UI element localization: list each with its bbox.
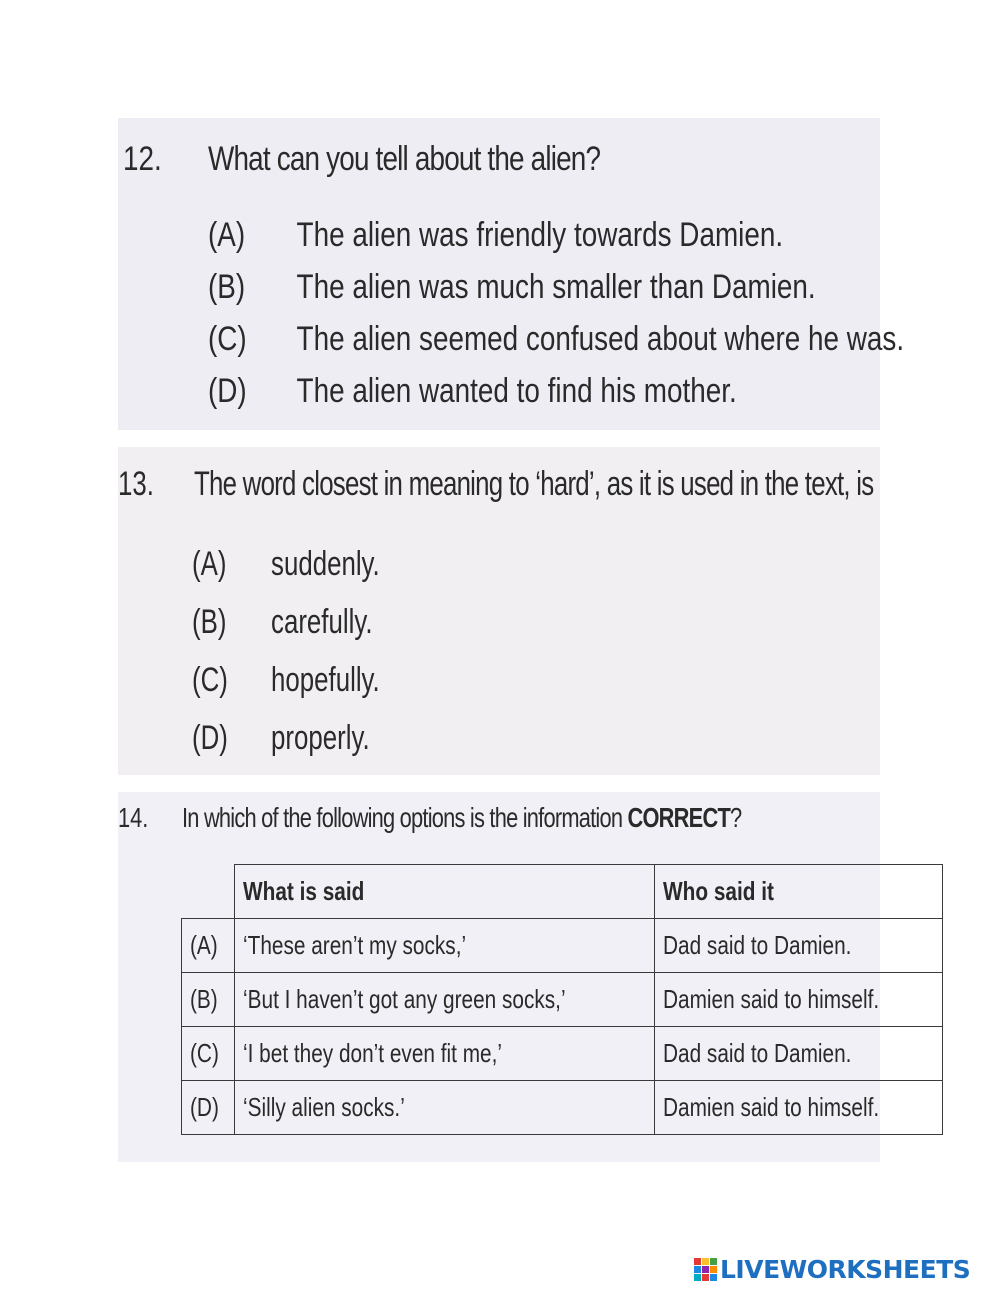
option-label: (D) [192, 719, 228, 757]
stem-text: In which of the following options is the information [182, 802, 628, 833]
row-label: (B) [182, 973, 235, 1027]
column-header-what-is-said: What is said [235, 865, 655, 919]
column-header-who-said-it: Who said it [655, 865, 942, 919]
option-d[interactable] [192, 719, 370, 758]
what-is-said-cell: ‘But I haven’t got any green socks,’ [235, 973, 655, 1027]
who-said-it-cell: Damien said to himself. [655, 973, 942, 1027]
row-label: (C) [182, 1027, 235, 1081]
who-said-it-cell: Damien said to himself. [655, 1081, 942, 1135]
option-label: (C) [192, 661, 228, 699]
question-14-panel [118, 792, 880, 1162]
option-text: The alien wanted to find his mother. [296, 372, 737, 410]
table-row[interactable] [182, 919, 943, 973]
question-number: 12. [123, 140, 162, 178]
option-c[interactable] [208, 320, 904, 359]
option-b[interactable] [208, 268, 816, 307]
liveworksheets-logo [694, 1254, 970, 1284]
option-text: properly. [271, 719, 370, 757]
option-text: The alien was much smaller than Damien. [296, 268, 816, 306]
logo-grid-icon [694, 1258, 717, 1281]
option-a[interactable] [192, 545, 380, 584]
option-label: (C) [208, 320, 247, 358]
table-corner [182, 865, 235, 919]
table-row[interactable] [182, 1027, 943, 1081]
table-row[interactable] [182, 1081, 943, 1135]
question-stem: What can you tell about the alien? [208, 140, 601, 178]
brand-name: LIVEWORKSHEETS [720, 1254, 971, 1284]
who-said-it-cell: Dad said to Damien. [655, 1027, 942, 1081]
question-stem [182, 802, 741, 834]
who-said-it-cell: Dad said to Damien. [655, 919, 942, 973]
option-label: (A) [192, 545, 227, 583]
option-d[interactable] [208, 372, 737, 411]
option-text: The alien seemed confused about where he was. [296, 320, 905, 358]
option-label: (A) [208, 216, 246, 254]
option-text: The alien was friendly towards Damien. [296, 216, 784, 254]
row-label: (D) [182, 1081, 235, 1135]
question-12-panel [118, 118, 905, 430]
question-13-panel [118, 447, 880, 775]
stem-emphasis: CORRECT [627, 802, 731, 833]
option-text: carefully. [271, 603, 373, 641]
row-label: (A) [182, 919, 235, 973]
what-is-said-cell: ‘These aren’t my socks,’ [235, 919, 655, 973]
stem-end: ? [730, 802, 742, 833]
question-number: 14. [118, 802, 149, 833]
option-a[interactable] [208, 216, 783, 255]
what-is-said-cell: ‘I bet they don’t even fit me,’ [235, 1027, 655, 1081]
option-c[interactable] [192, 661, 380, 700]
option-text: suddenly. [271, 545, 380, 583]
option-label: (B) [192, 603, 227, 641]
what-is-said-cell: ‘Silly alien socks.’ [235, 1081, 655, 1135]
table-row[interactable] [182, 973, 943, 1027]
option-b[interactable] [192, 603, 373, 642]
option-label: (D) [208, 372, 247, 410]
question-number: 13. [118, 465, 154, 503]
dialogue-table [181, 864, 943, 1135]
option-label: (B) [208, 268, 246, 306]
option-text: hopefully. [271, 661, 380, 699]
question-stem: The word closest in meaning to ‘hard’, as it is used in the text, is [194, 465, 874, 503]
table-header-row [182, 865, 943, 919]
